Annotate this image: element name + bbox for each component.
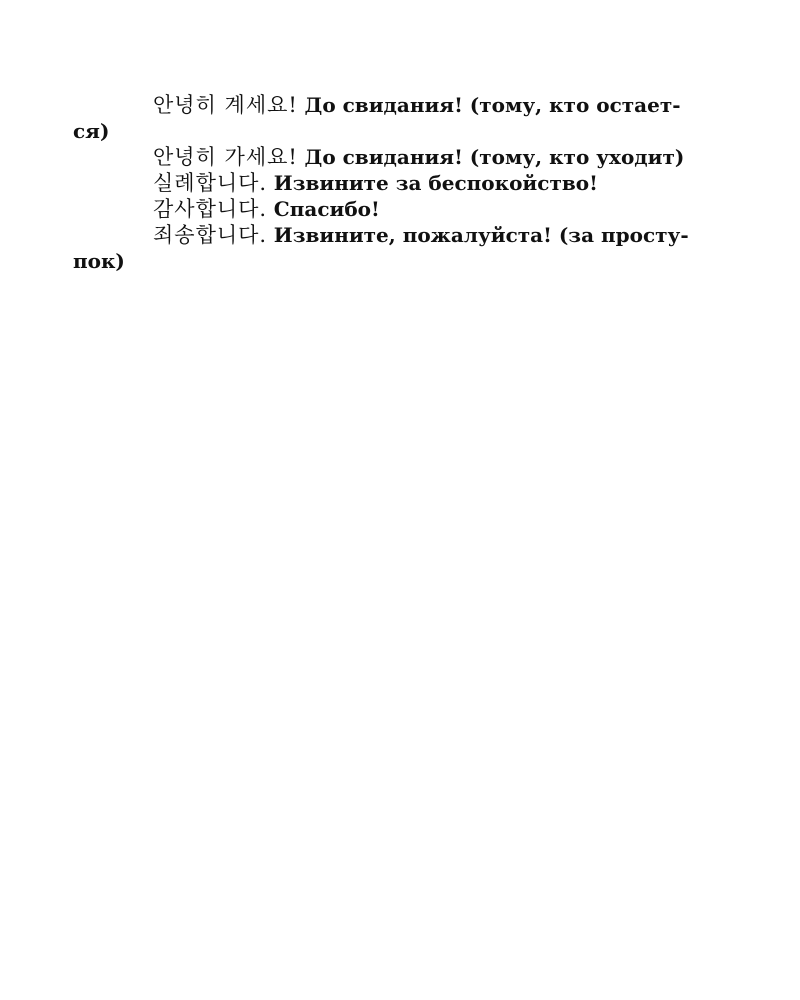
korean-phrase: 실례합니다. xyxy=(153,171,268,195)
korean-phrase: 안녕히 가세요! xyxy=(153,145,298,169)
korean-phrase: 감사합니다. xyxy=(153,197,268,221)
phrase-entry-goodbye-stay xyxy=(73,92,691,144)
korean-phrase: 죄송합니다. xyxy=(153,223,268,247)
phrase-entry-sorry xyxy=(73,222,691,274)
russian-translation: Извините, пожалуйста! (за просту- xyxy=(273,223,689,247)
russian-translation: До свидания! (тому, кто уходит) xyxy=(304,145,685,169)
russian-translation: Извините за беспокойство! xyxy=(273,171,598,195)
korean-phrase: 안녕히 계세요! xyxy=(153,93,298,117)
russian-translation-continuation: ся) xyxy=(73,119,110,143)
phrase-entry-goodbye-leave xyxy=(113,144,691,170)
russian-translation-continuation: пок) xyxy=(73,249,125,273)
phrase-entry-thank-you xyxy=(113,196,691,222)
russian-translation: Спасибо! xyxy=(273,197,380,221)
phrase-entry-excuse-me xyxy=(113,170,691,196)
phrase-list xyxy=(73,92,691,274)
russian-translation: До свидания! (тому, кто остает- xyxy=(304,93,681,117)
